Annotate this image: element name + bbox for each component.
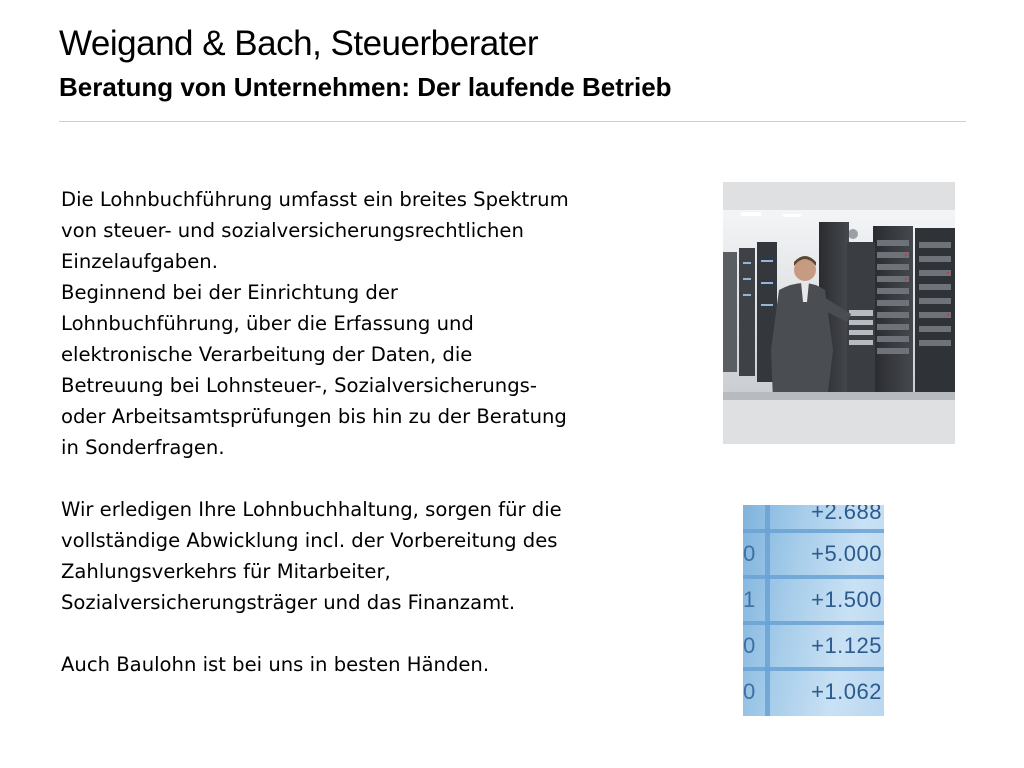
spreadsheet-number: +1.062	[811, 679, 882, 704]
server-room-illustration	[723, 182, 955, 444]
paragraph-services: Wir erledigen Ihre Lohnbuchhaltung, sorgen für die vollständige Abwicklung incl. der Vorbereitung des Zahlungsverkehrs für Mitarbeiter, Sozialversicherungsträger und das Finanzamt.	[61, 498, 562, 614]
spreadsheet-number: +1.500	[811, 587, 882, 612]
spreadsheet-left-digit: 0	[743, 679, 756, 704]
spreadsheet-number: +2.688	[811, 505, 882, 524]
page-subtitle: Beratung von Unternehmen: Der laufende Betrieb	[59, 72, 672, 102]
paragraph-payroll-scope: Die Lohnbuchführung umfasst ein breites Spektrum von steuer- und sozialversicherungsrechtlichen Einzelaufgaben. Beginnend bei der Einrichtung der Lohnbuchführung, über die Erfassung und elektronische Verarbeitung der Daten, die Betreuung bei Lohnsteuer-, Sozialversicherungs- oder Arbeitsamtsprüfungen bis hin zu der Beratung in Sonderfragen.	[61, 188, 569, 459]
header-divider	[59, 121, 966, 122]
paragraph-construction-payroll: Auch Baulohn ist bei uns in besten Händen.	[61, 653, 490, 676]
spreadsheet-photo	[743, 505, 884, 716]
spreadsheet-number: +5.000	[811, 541, 882, 566]
body-text	[61, 184, 661, 680]
spreadsheet-left-digit: 0	[743, 633, 756, 658]
spreadsheet-left-digit: 0	[743, 541, 756, 566]
spreadsheet-number: +1.125	[811, 633, 882, 658]
spreadsheet-gridline	[765, 505, 770, 716]
server-room-photo	[723, 182, 955, 444]
spreadsheet-left-digit: 1	[743, 587, 756, 612]
page-title: Weigand & Bach, Steuerberater	[59, 24, 539, 63]
